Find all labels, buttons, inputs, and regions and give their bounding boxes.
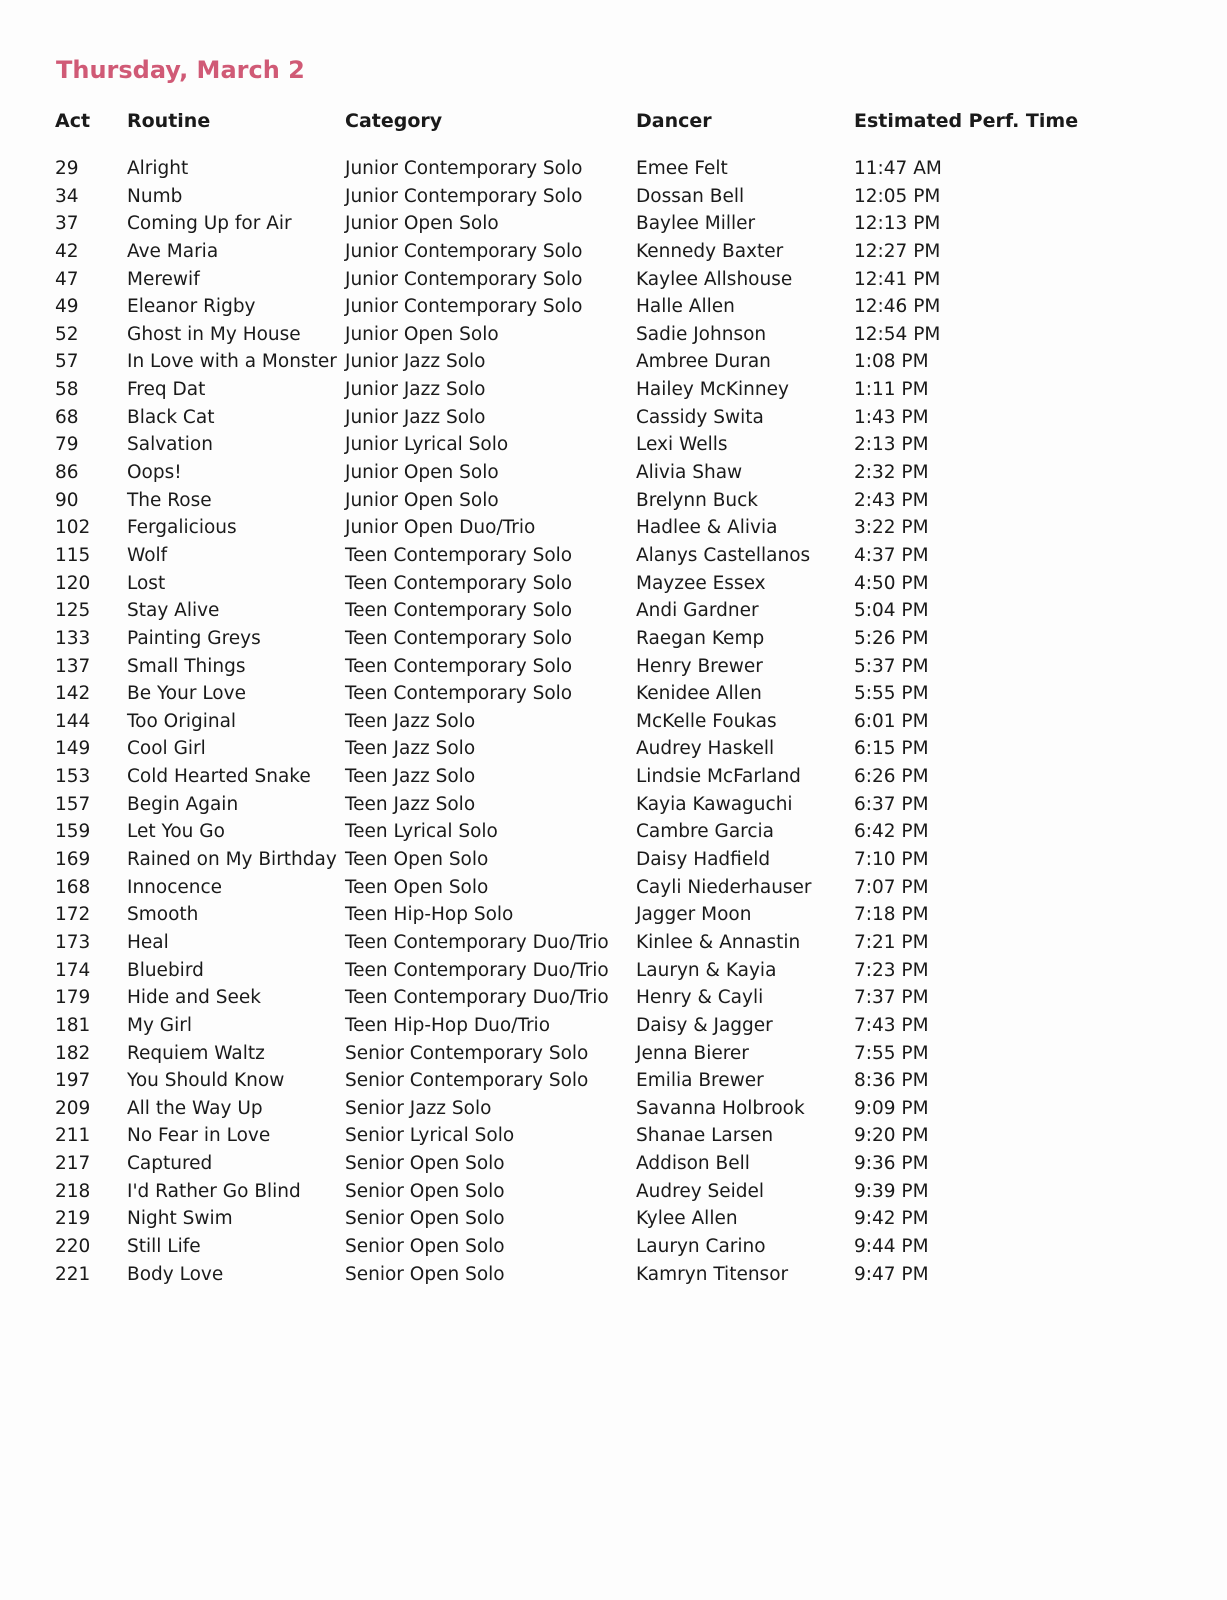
category-cell: Junior Open Solo <box>345 489 499 511</box>
routine-cell: Merewif <box>127 268 200 290</box>
category-cell: Teen Open Solo <box>345 876 489 898</box>
time-cell: 5:04 PM <box>854 600 929 622</box>
dancer-cell: Daisy Hadfield <box>636 849 771 871</box>
routine-cell: In Love with a Monster <box>127 351 337 373</box>
table-row <box>0 185 1227 213</box>
act-cell: 172 <box>55 904 91 926</box>
time-cell: 4:50 PM <box>854 572 929 594</box>
category-cell: Senior Open Solo <box>345 1180 505 1202</box>
act-cell: 68 <box>55 406 79 428</box>
category-cell: Teen Contemporary Solo <box>345 572 573 594</box>
act-cell: 169 <box>55 849 91 871</box>
dancer-cell: Alanys Castellanos <box>636 544 811 566</box>
dancer-cell: Hadlee & Alivia <box>636 517 778 539</box>
table-row <box>0 1152 1227 1180</box>
routine-cell: The Rose <box>127 489 212 511</box>
act-cell: 137 <box>55 655 91 677</box>
time-cell: 12:13 PM <box>854 213 941 235</box>
act-cell: 49 <box>55 296 79 318</box>
act-cell: 37 <box>55 213 79 235</box>
dancer-cell: Sadie Johnson <box>636 323 767 345</box>
dancer-cell: Lauryn & Kayia <box>636 959 777 981</box>
table-row <box>0 461 1227 489</box>
table-row <box>0 406 1227 434</box>
dancer-cell: Cayli Niederhauser <box>636 876 812 898</box>
act-cell: 125 <box>55 600 91 622</box>
time-cell: 6:26 PM <box>854 766 929 788</box>
category-cell: Junior Contemporary Solo <box>345 240 583 262</box>
act-cell: 102 <box>55 517 91 539</box>
time-cell: 2:32 PM <box>854 462 929 484</box>
time-cell: 12:41 PM <box>854 268 941 290</box>
act-cell: 157 <box>55 793 91 815</box>
dancer-cell: Brelynn Buck <box>636 489 758 511</box>
routine-cell: Salvation <box>127 434 213 456</box>
routine-cell: Requiem Waltz <box>127 1042 265 1064</box>
category-cell: Junior Contemporary Solo <box>345 268 583 290</box>
time-cell: 9:39 PM <box>854 1180 929 1202</box>
category-cell: Teen Contemporary Solo <box>345 683 573 705</box>
category-cell: Teen Lyrical Solo <box>345 821 498 843</box>
time-cell: 9:20 PM <box>854 1125 929 1147</box>
table-row <box>0 1180 1227 1208</box>
routine-cell: My Girl <box>127 1014 193 1036</box>
dancer-cell: Cambre Garcia <box>636 821 775 843</box>
category-cell: Teen Jazz Solo <box>345 738 476 760</box>
act-cell: 86 <box>55 462 79 484</box>
act-cell: 142 <box>55 683 91 705</box>
time-cell: 9:36 PM <box>854 1153 929 1175</box>
category-cell: Senior Open Solo <box>345 1235 505 1257</box>
column-header-dancer: Dancer <box>636 110 712 132</box>
dancer-cell: Jenna Bierer <box>636 1042 749 1064</box>
act-cell: 168 <box>55 876 91 898</box>
routine-cell: Eleanor Rigby <box>127 296 256 318</box>
time-cell: 5:55 PM <box>854 683 929 705</box>
time-cell: 5:26 PM <box>854 627 929 649</box>
table-row <box>0 876 1227 904</box>
routine-cell: Oops! <box>127 462 182 484</box>
table-row <box>0 572 1227 600</box>
routine-cell: Rained on My Birthday <box>127 849 337 871</box>
category-cell: Senior Jazz Solo <box>345 1097 492 1119</box>
category-cell: Senior Open Solo <box>345 1263 505 1285</box>
routine-cell: Let You Go <box>127 821 225 843</box>
act-cell: 79 <box>55 434 79 456</box>
time-cell: 4:37 PM <box>854 544 929 566</box>
act-cell: 52 <box>55 323 79 345</box>
routine-cell: Numb <box>127 185 183 207</box>
time-cell: 3:22 PM <box>854 517 929 539</box>
time-cell: 7:21 PM <box>854 931 929 953</box>
column-header-category: Category <box>345 110 443 132</box>
dancer-cell: Daisy & Jagger <box>636 1014 773 1036</box>
category-cell: Teen Open Solo <box>345 849 489 871</box>
dancer-cell: Shanae Larsen <box>636 1125 774 1147</box>
table-row <box>0 350 1227 378</box>
act-cell: 115 <box>55 544 91 566</box>
routine-cell: Cool Girl <box>127 738 206 760</box>
category-cell: Senior Contemporary Solo <box>345 1070 589 1092</box>
category-cell: Junior Jazz Solo <box>345 351 486 373</box>
act-cell: 57 <box>55 351 79 373</box>
time-cell: 7:18 PM <box>854 904 929 926</box>
table-row <box>0 489 1227 517</box>
routine-cell: Stay Alive <box>127 600 220 622</box>
time-cell: 9:42 PM <box>854 1208 929 1230</box>
table-row <box>0 931 1227 959</box>
table-row <box>0 1097 1227 1125</box>
table-row <box>0 599 1227 627</box>
category-cell: Junior Contemporary Solo <box>345 185 583 207</box>
dancer-cell: Kayia Kawaguchi <box>636 793 793 815</box>
table-row <box>0 710 1227 738</box>
act-cell: 90 <box>55 489 79 511</box>
routine-cell: Wolf <box>127 544 168 566</box>
dancer-cell: Lauryn Carino <box>636 1235 766 1257</box>
category-cell: Senior Lyrical Solo <box>345 1125 515 1147</box>
category-cell: Junior Contemporary Solo <box>345 296 583 318</box>
category-cell: Junior Jazz Solo <box>345 406 486 428</box>
dancer-cell: Emilia Brewer <box>636 1070 764 1092</box>
act-cell: 173 <box>55 931 91 953</box>
table-row <box>0 655 1227 683</box>
routine-cell: Ave Maria <box>127 240 219 262</box>
time-cell: 9:44 PM <box>854 1235 929 1257</box>
act-cell: 219 <box>55 1208 91 1230</box>
category-cell: Senior Contemporary Solo <box>345 1042 589 1064</box>
category-cell: Junior Open Duo/Trio <box>345 517 536 539</box>
table-row <box>0 959 1227 987</box>
dancer-cell: Raegan Kemp <box>636 627 765 649</box>
dancer-cell: McKelle Foukas <box>636 710 777 732</box>
act-cell: 211 <box>55 1125 91 1147</box>
table-row <box>0 544 1227 572</box>
table-row <box>0 682 1227 710</box>
dancer-cell: Lindsie McFarland <box>636 766 801 788</box>
time-cell: 7:07 PM <box>854 876 929 898</box>
table-row <box>0 1263 1227 1291</box>
routine-cell: Cold Hearted Snake <box>127 766 311 788</box>
category-cell: Junior Open Solo <box>345 462 499 484</box>
table-row <box>0 820 1227 848</box>
time-cell: 7:10 PM <box>854 849 929 871</box>
category-cell: Senior Open Solo <box>345 1208 505 1230</box>
table-row <box>0 378 1227 406</box>
dancer-cell: Audrey Seidel <box>636 1180 765 1202</box>
routine-cell: Smooth <box>127 904 199 926</box>
category-cell: Junior Contemporary Solo <box>345 158 583 179</box>
table-row <box>0 516 1227 544</box>
table-row <box>0 1069 1227 1097</box>
dancer-cell: Henry & Cayli <box>636 987 764 1009</box>
category-cell: Junior Jazz Solo <box>345 379 486 401</box>
time-cell: 6:37 PM <box>854 793 929 815</box>
table-row <box>0 627 1227 655</box>
time-cell: 12:27 PM <box>854 240 941 262</box>
time-cell: 6:15 PM <box>854 738 929 760</box>
category-cell: Teen Contemporary Solo <box>345 544 573 566</box>
category-cell: Teen Hip-Hop Duo/Trio <box>345 1014 551 1036</box>
table-row <box>0 295 1227 323</box>
routine-cell: Black Cat <box>127 406 215 428</box>
category-cell: Teen Contemporary Solo <box>345 600 573 622</box>
table-row <box>0 1014 1227 1042</box>
dancer-cell: Halle Allen <box>636 296 735 318</box>
time-cell: 6:01 PM <box>854 710 929 732</box>
time-cell: 7:23 PM <box>854 959 929 981</box>
act-cell: 182 <box>55 1042 91 1064</box>
table-row <box>0 1235 1227 1263</box>
act-cell: 179 <box>55 987 91 1009</box>
dancer-cell: Addison Bell <box>636 1153 750 1175</box>
act-cell: 133 <box>55 627 91 649</box>
time-cell: 12:46 PM <box>854 296 941 318</box>
table-row <box>0 848 1227 876</box>
time-cell: 9:47 PM <box>854 1263 929 1285</box>
dancer-cell: Kinlee & Annastin <box>636 931 801 953</box>
page-title: Thursday, March 2 <box>56 56 305 84</box>
act-cell: 221 <box>55 1263 91 1285</box>
category-cell: Teen Contemporary Duo/Trio <box>345 959 609 981</box>
dancer-cell: Kylee Allen <box>636 1208 738 1230</box>
act-cell: 197 <box>55 1070 91 1092</box>
schedule-table-body <box>0 157 1227 1290</box>
dancer-cell: Baylee Miller <box>636 213 756 235</box>
routine-cell: Bluebird <box>127 959 204 981</box>
act-cell: 209 <box>55 1097 91 1119</box>
routine-cell: Alright <box>127 158 189 179</box>
routine-cell: No Fear in Love <box>127 1125 271 1147</box>
dancer-cell: Alivia Shaw <box>636 462 743 484</box>
time-cell: 11:47 AM <box>854 158 942 179</box>
act-cell: 149 <box>55 738 91 760</box>
routine-cell: Ghost in My House <box>127 323 301 345</box>
dancer-cell: Lexi Wells <box>636 434 728 456</box>
category-cell: Teen Jazz Solo <box>345 793 476 815</box>
time-cell: 1:08 PM <box>854 351 929 373</box>
act-cell: 120 <box>55 572 91 594</box>
time-cell: 2:43 PM <box>854 489 929 511</box>
time-cell: 2:13 PM <box>854 434 929 456</box>
routine-cell: Small Things <box>127 655 246 677</box>
category-cell: Teen Contemporary Solo <box>345 627 573 649</box>
table-row <box>0 157 1227 185</box>
dancer-cell: Jagger Moon <box>636 904 752 926</box>
routine-cell: Hide and Seek <box>127 987 261 1009</box>
table-row <box>0 1042 1227 1070</box>
act-cell: 144 <box>55 710 91 732</box>
time-cell: 7:37 PM <box>854 987 929 1009</box>
routine-cell: You Should Know <box>127 1070 285 1092</box>
routine-cell: Be Your Love <box>127 683 246 705</box>
table-row <box>0 323 1227 351</box>
dancer-cell: Mayzee Essex <box>636 572 766 594</box>
table-row <box>0 1124 1227 1152</box>
time-cell: 8:36 PM <box>854 1070 929 1092</box>
routine-cell: All the Way Up <box>127 1097 263 1119</box>
dancer-cell: Cassidy Swita <box>636 406 764 428</box>
act-cell: 174 <box>55 959 91 981</box>
category-cell: Teen Contemporary Solo <box>345 655 573 677</box>
dancer-cell: Henry Brewer <box>636 655 763 677</box>
column-header-time: Estimated Perf. Time <box>854 110 1079 132</box>
column-header-routine: Routine <box>127 110 211 132</box>
routine-cell: Innocence <box>127 876 223 898</box>
act-cell: 218 <box>55 1180 91 1202</box>
act-cell: 29 <box>55 158 79 179</box>
routine-cell: Heal <box>127 931 169 953</box>
routine-cell: Still Life <box>127 1235 201 1257</box>
dancer-cell: Audrey Haskell <box>636 738 775 760</box>
dancer-cell: Dossan Bell <box>636 185 745 207</box>
act-cell: 42 <box>55 240 79 262</box>
time-cell: 1:43 PM <box>854 406 929 428</box>
time-cell: 12:54 PM <box>854 323 941 345</box>
routine-cell: Painting Greys <box>127 627 261 649</box>
category-cell: Teen Contemporary Duo/Trio <box>345 987 609 1009</box>
routine-cell: Coming Up for Air <box>127 213 292 235</box>
act-cell: 217 <box>55 1153 91 1175</box>
column-header-act: Act <box>55 110 91 132</box>
table-row <box>0 903 1227 931</box>
table-row <box>0 793 1227 821</box>
act-cell: 220 <box>55 1235 91 1257</box>
time-cell: 1:11 PM <box>854 379 929 401</box>
table-row <box>0 268 1227 296</box>
category-cell: Junior Open Solo <box>345 213 499 235</box>
table-row <box>0 240 1227 268</box>
table-row <box>0 433 1227 461</box>
dancer-cell: Kennedy Baxter <box>636 240 784 262</box>
routine-cell: Fergalicious <box>127 517 237 539</box>
routine-cell: Night Swim <box>127 1208 233 1230</box>
table-row <box>0 1207 1227 1235</box>
act-cell: 34 <box>55 185 79 207</box>
category-cell: Junior Open Solo <box>345 323 499 345</box>
routine-cell: I'd Rather Go Blind <box>127 1180 301 1202</box>
category-cell: Teen Jazz Solo <box>345 766 476 788</box>
act-cell: 153 <box>55 766 91 788</box>
time-cell: 5:37 PM <box>854 655 929 677</box>
category-cell: Teen Jazz Solo <box>345 710 476 732</box>
act-cell: 181 <box>55 1014 91 1036</box>
dancer-cell: Kenidee Allen <box>636 683 762 705</box>
dancer-cell: Savanna Holbrook <box>636 1097 805 1119</box>
table-header <box>0 110 1227 138</box>
act-cell: 159 <box>55 821 91 843</box>
dancer-cell: Hailey McKinney <box>636 379 789 401</box>
dancer-cell: Andi Gardner <box>636 600 759 622</box>
table-row <box>0 765 1227 793</box>
category-cell: Senior Open Solo <box>345 1153 505 1175</box>
routine-cell: Too Original <box>127 710 237 732</box>
routine-cell: Freq Dat <box>127 379 206 401</box>
table-row <box>0 737 1227 765</box>
dancer-cell: Kamryn Titensor <box>636 1263 789 1285</box>
routine-cell: Begin Again <box>127 793 239 815</box>
routine-cell: Captured <box>127 1153 213 1175</box>
category-cell: Teen Contemporary Duo/Trio <box>345 931 609 953</box>
category-cell: Teen Hip-Hop Solo <box>345 904 514 926</box>
routine-cell: Body Love <box>127 1263 224 1285</box>
dancer-cell: Emee Felt <box>636 158 728 179</box>
table-row <box>0 212 1227 240</box>
time-cell: 7:55 PM <box>854 1042 929 1064</box>
table-row <box>0 986 1227 1014</box>
time-cell: 12:05 PM <box>854 185 941 207</box>
time-cell: 7:43 PM <box>854 1014 929 1036</box>
dancer-cell: Kaylee Allshouse <box>636 268 793 290</box>
time-cell: 6:42 PM <box>854 821 929 843</box>
act-cell: 58 <box>55 379 79 401</box>
time-cell: 9:09 PM <box>854 1097 929 1119</box>
routine-cell: Lost <box>127 572 166 594</box>
act-cell: 47 <box>55 268 79 290</box>
category-cell: Junior Lyrical Solo <box>345 434 509 456</box>
dancer-cell: Ambree Duran <box>636 351 771 373</box>
